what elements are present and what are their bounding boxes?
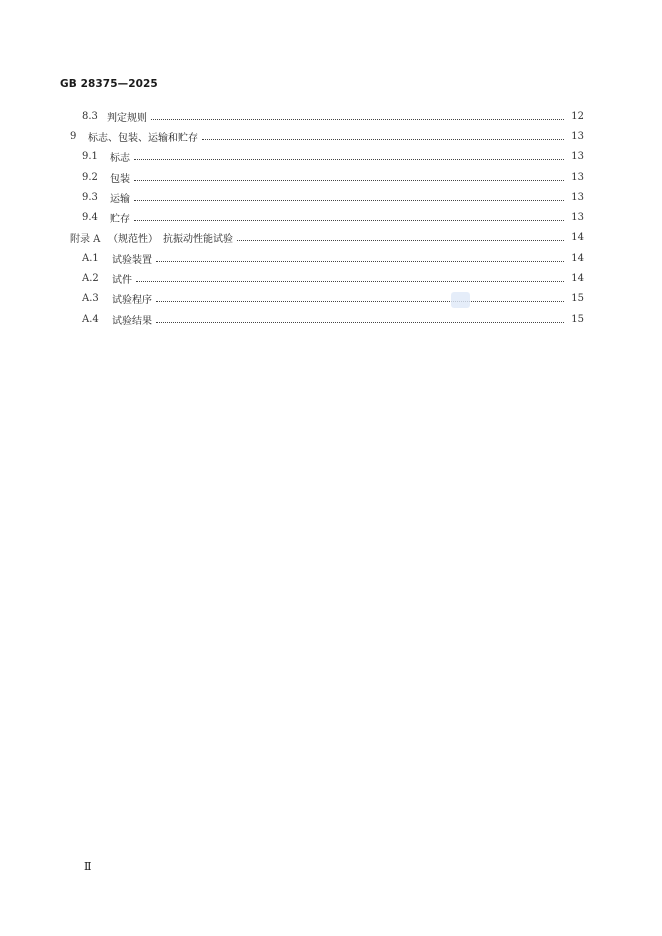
toc-entry-page: 14	[571, 252, 584, 264]
standard-code: GB 28375—2025	[60, 78, 158, 90]
dot-leader	[134, 199, 564, 201]
dot-leader	[134, 219, 564, 221]
toc-entry[interactable]	[82, 146, 584, 166]
dot-leader	[156, 321, 564, 323]
toc-entry-number: 附录 A	[70, 233, 101, 245]
toc-entry-page: 13	[571, 191, 584, 203]
toc-entry[interactable]	[82, 167, 584, 187]
toc-entry[interactable]	[82, 248, 584, 268]
toc-entry-page: 13	[571, 171, 584, 183]
toc-entry-number: A.4	[82, 313, 99, 325]
toc-entry-page: 13	[571, 130, 584, 142]
toc-entry-title: 运输	[110, 193, 130, 205]
toc-entry-number: 8.3	[82, 110, 98, 122]
dot-leader	[237, 239, 564, 241]
toc-entry-title: 试验程序	[112, 294, 152, 306]
toc-entry[interactable]	[82, 268, 584, 288]
toc-entry[interactable]	[70, 227, 584, 247]
toc-entry-page: 13	[571, 150, 584, 162]
toc-entry-title: 试验结果	[112, 315, 152, 327]
toc-entry-number: 9.2	[82, 171, 98, 183]
toc-entry-page: 12	[571, 110, 584, 122]
toc-entry-title: （规范性） 抗振动性能试验	[108, 233, 233, 245]
toc-entry-page: 14	[571, 231, 584, 243]
toc-entry-number: 9.4	[82, 211, 98, 223]
toc-entry-number: A.1	[82, 252, 99, 264]
dot-leader	[136, 280, 564, 282]
toc-entry[interactable]	[82, 288, 584, 308]
dot-leader	[134, 158, 564, 160]
toc-entry-title: 试件	[112, 274, 132, 286]
toc-entry-page: 15	[571, 313, 584, 325]
toc-entry[interactable]	[82, 309, 584, 329]
toc-entry[interactable]	[82, 187, 584, 207]
toc-entry-number: 9.1	[82, 150, 98, 162]
toc-entry-page: 13	[571, 211, 584, 223]
toc-entry[interactable]	[70, 126, 584, 146]
dot-leader	[156, 260, 564, 262]
toc-entry-number: 9.3	[82, 191, 98, 203]
toc-entry-number: A.3	[82, 292, 99, 304]
dot-leader	[151, 118, 564, 120]
toc-entry-number: A.2	[82, 272, 99, 284]
toc-entry-title: 包装	[110, 173, 130, 185]
toc-entry-page: 15	[571, 292, 584, 304]
toc-entry-number: 9	[70, 130, 77, 142]
toc-entry[interactable]	[82, 207, 584, 227]
dot-leader	[134, 179, 564, 181]
toc-entry-title: 标志、包装、运输和贮存	[88, 132, 198, 144]
toc-entry-title: 试验装置	[112, 254, 152, 266]
toc-entry-page: 14	[571, 272, 584, 284]
toc-entry[interactable]	[82, 106, 584, 126]
toc-entry-title: 判定规则	[107, 112, 147, 124]
dot-leader	[202, 138, 564, 140]
toc-entry-title: 贮存	[110, 213, 130, 225]
toc-entry-title: 标志	[110, 152, 130, 164]
dot-leader	[156, 300, 564, 302]
watermark-logo	[451, 292, 470, 308]
page-number: Ⅱ	[84, 860, 92, 873]
